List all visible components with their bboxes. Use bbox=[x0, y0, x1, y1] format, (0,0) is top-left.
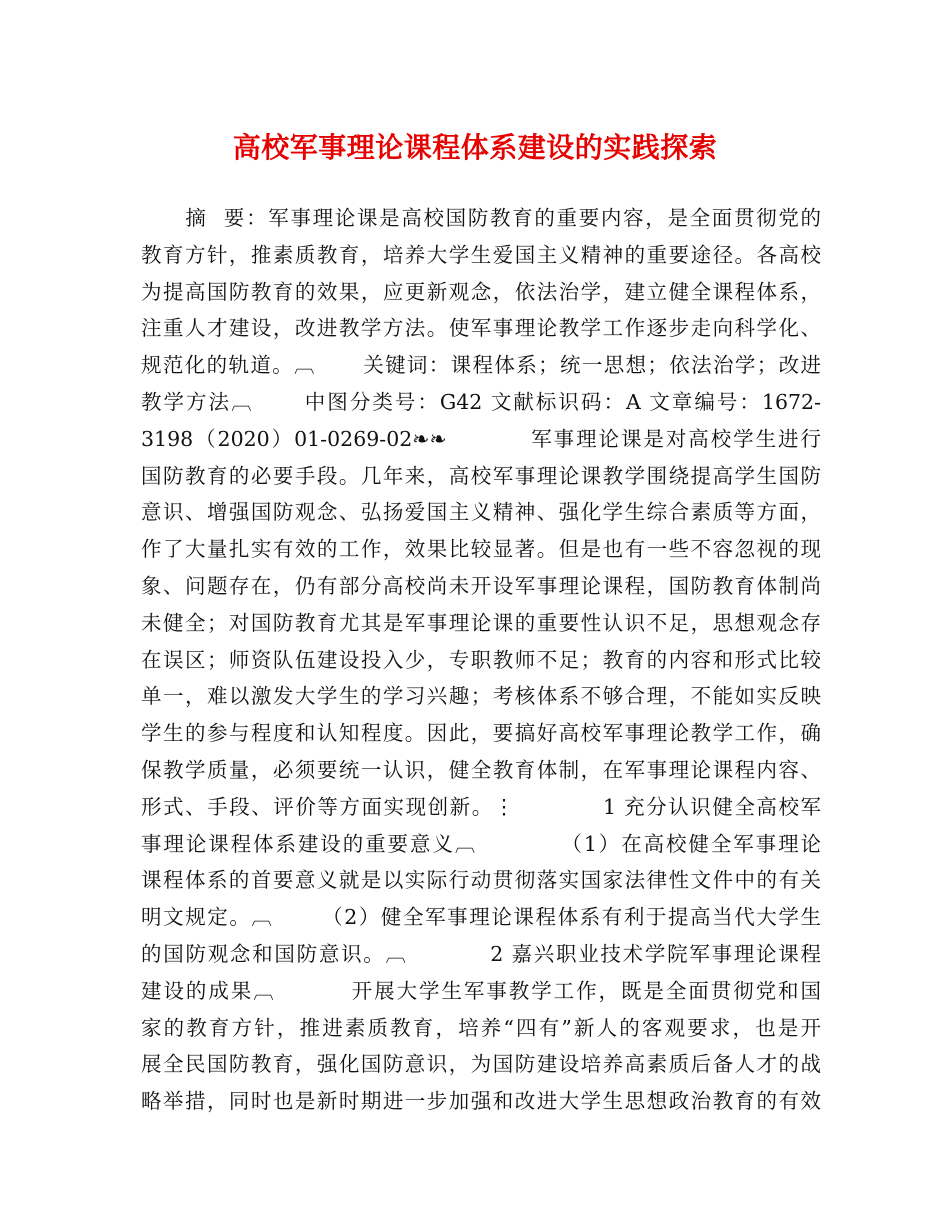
body-line: 教育方针，推素质教育，培养大学生爱国主义精神的重要途径。各高校 bbox=[141, 242, 821, 267]
body-line: 为提高国防教育的效果，应更新观念，依法治学，建立健全课程体系， bbox=[141, 279, 821, 304]
body-line: 的国防观念和国防意识。︹ 2 嘉兴职业技术学院军事理论课程 bbox=[141, 941, 821, 966]
body-line: 课程体系的首要意义就是以实际行动贯彻落实国家法律性文件中的有关 bbox=[141, 868, 821, 893]
body-line: 未健全；对国防教育尤其是军事理论课的重要性认识不足，思想观念存 bbox=[141, 610, 821, 635]
body-line: 建设的成果︹ 开展大学生军事教学工作，既是全面贯彻党和国 bbox=[141, 978, 821, 1003]
body-line: 明文规定。︹ （2）健全军事理论课程体系有利于提高当代大学生 bbox=[141, 905, 821, 930]
body-line: 摘 要：军事理论课是高校国防教育的重要内容，是全面贯彻党的 bbox=[141, 206, 821, 230]
body-line: 形式、手段、评价等方面实现创新。⋮ 1 充分认识健全高校军 bbox=[141, 794, 821, 819]
body-line: 作了大量扎实有效的工作，效果比较显著。但是也有一些不容忽视的现 bbox=[141, 537, 821, 562]
body-line: 略举措，同时也是新时期进一步加强和改进大学生思想政治教育的有效 bbox=[141, 1089, 821, 1114]
document-title: 高校军事理论课程体系建设的实践探索 bbox=[232, 131, 718, 164]
body-line: 注重人才建设，改进教学方法。使军事理论教学工作逐步走向科学化、 bbox=[141, 316, 821, 341]
body-line: 单一，难以激发大学生的学习兴趣；考核体系不够合理，不能如实反映 bbox=[141, 684, 821, 709]
body-line: 3198（2020）01-0269-02❧❧ 军事理论课是对高校学生进行 bbox=[141, 426, 821, 451]
body-line: 意识、增强国防观念、弘扬爱国主义精神、强化学生综合素质等方面， bbox=[141, 500, 821, 525]
body-line: 规范化的轨道。︹ 关键词：课程体系；统一思想；依法治学；改进 bbox=[141, 353, 821, 378]
body-line: 在误区；师资队伍建设投入少，专职教师不足；教育的内容和形式比较 bbox=[141, 647, 821, 672]
body-line: 保教学质量，必须要统一认识，健全教育体制，在军事理论课程内容、 bbox=[141, 757, 821, 782]
body-line: 家的教育方针，推进素质教育，培养“四有”新人的客观要求，也是开 bbox=[141, 1015, 821, 1040]
body-line: 国防教育的必要手段。几年来，高校军事理论课教学围绕提高学生国防 bbox=[141, 463, 821, 488]
body-line: 象、问题存在，仍有部分高校尚未开设军事理论课程，国防教育体制尚 bbox=[141, 573, 821, 598]
body-line: 学生的参与程度和认知程度。因此，要搞好高校军事理论教学工作，确 bbox=[141, 721, 821, 746]
body-line: 事理论课程体系建设的重要意义︹ （1）在高校健全军事理论 bbox=[141, 831, 821, 856]
body-line: 展全民国防教育，强化国防意识，为国防建设培养高素质后备人才的战 bbox=[141, 1052, 821, 1077]
body-line: 教学方法︹ 中图分类号：G42 文献标识码：A 文章编号：1672- bbox=[141, 389, 821, 414]
document-body bbox=[141, 200, 821, 1120]
